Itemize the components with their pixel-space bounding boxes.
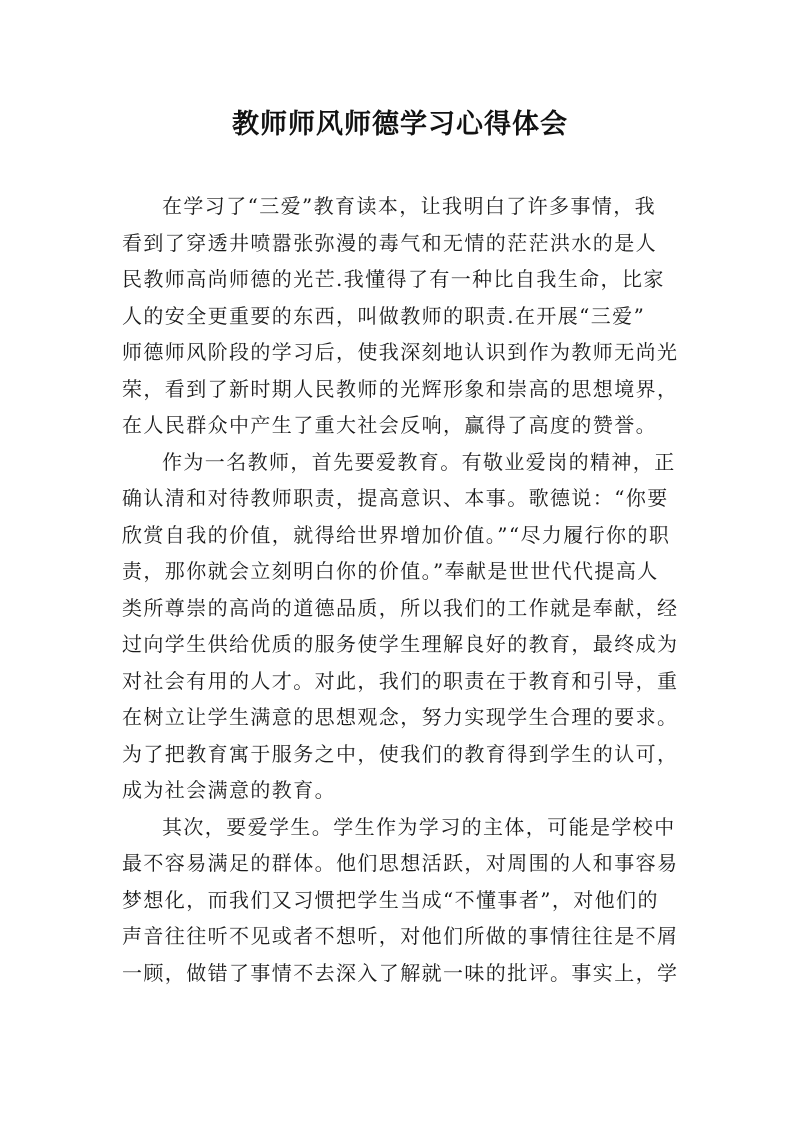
paragraph-2: [122, 444, 682, 809]
text-line: 民教师高尚师德的光芒.我懂得了有一种比自我生命，比家: [122, 267, 665, 291]
text-line: 在人民群众中产生了重大社会反响，赢得了高度的赞誉。: [122, 413, 657, 437]
text-line: 梦想化，而我们又习惯把学生当成“不懂事者”，对他们的: [122, 887, 659, 912]
text-line: 荣，看到了新时期人民教师的光辉形象和崇高的思想境界，: [122, 376, 679, 401]
text-line: 其次，要爱学生。学生作为学习的主体，可能是学校中: [162, 814, 676, 839]
paragraph-3: [122, 809, 682, 992]
text-line: 师德师风阶段的学习后，使我深刻地认识到作为教师无尚光: [122, 340, 679, 364]
text-line: 最不容易满足的群体。他们思想活跃，对周围的人和事容易: [122, 851, 679, 875]
paragraph-1: [122, 188, 682, 444]
text-line: 在学习了“三爱”教育读本，让我明白了许多事情，我: [162, 194, 657, 218]
text-line: 人的安全更重要的东西，叫做教师的职责.在开展“三爱”: [122, 303, 646, 328]
text-line: 看到了穿透井喷嚣张弥漫的毒气和无情的茫茫洪水的是人: [122, 230, 657, 255]
document-title: 教师师风师德学习心得体会: [232, 109, 568, 140]
text-line: 欣赏自我的价值，就得给世界增加价值。”“尽力履行你的职: [122, 522, 671, 547]
text-line: 责，那你就会立刻明白你的价值。”奉献是世世代代提高人: [122, 559, 659, 583]
text-line: 对社会有用的人才。对此，我们的职责在于教育和引导，重: [122, 668, 679, 693]
text-line: 确认清和对待教师职责，提高意识、本事。歌德说：“你要: [122, 486, 669, 510]
text-line: 在树立让学生满意的思想观念，努力实现学生合理的要求。: [122, 705, 679, 729]
text-line: 声音往往听不见或者不想听，对他们所做的事情往往是不屑: [122, 924, 679, 948]
text-line: 一顾，做错了事情不去深入了解就一味的批评。事实上，学: [122, 960, 679, 985]
text-line: 过向学生供给优质的服务使学生理解良好的教育，最终成为: [122, 632, 679, 656]
text-line: 作为一名教师，首先要爱教育。有敬业爱岗的精神，正: [162, 449, 676, 474]
text-line: 类所尊崇的高尚的道德品质，所以我们的工作就是奉献，经: [122, 595, 679, 620]
document-body: [122, 188, 682, 991]
text-line: 成为社会满意的教育。: [122, 778, 336, 802]
text-line: 为了把教育寓于服务之中，使我们的教育得到学生的认可，: [122, 741, 679, 766]
